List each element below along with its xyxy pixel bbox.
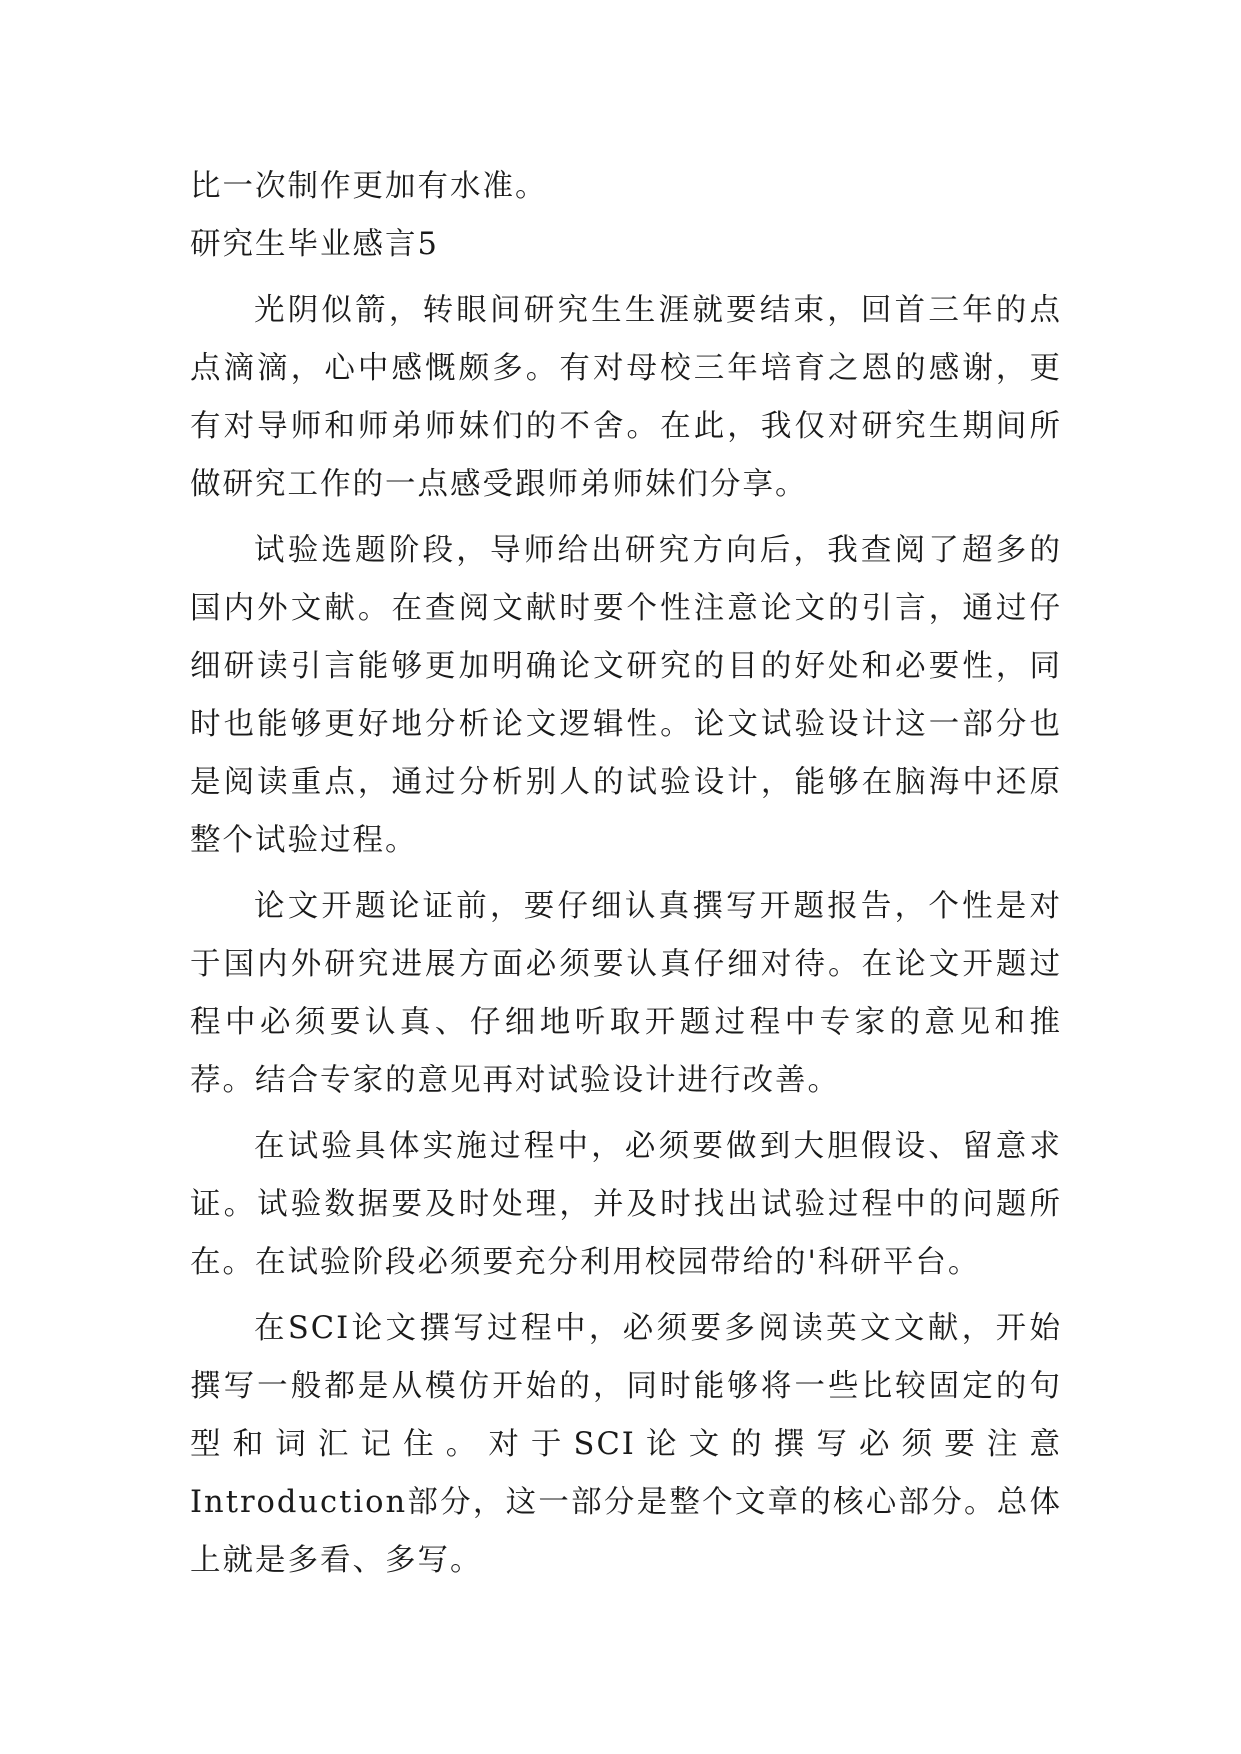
continuation-line: 比一次制作更加有水准。 <box>190 169 548 204</box>
paragraph-topic-selection: 试验选题阶段，导师给出研究方向后，我查阅了超多的国内外文献。在查阅文献时要个性注意论文的引言，通过仔细研读引言能够更加明确论文研究的目的好处和必要性，同时也能够更好地分析论文逻辑性。论文试验设计这一部分也是阅读重点，通过分析别人的试验设计，能够在脑海中还原整个试验过程。 <box>190 533 1062 858</box>
paragraph-intro: 光阴似箭，转眼间研究生生涯就要结束，回首三年的点点滴滴，心中感慨颇多。有对母校三年培育之恩的感谢，更有对导师和师弟师妹们的不舍。在此，我仅对研究生期间所做研究工作的一点感受跟师弟师妹们分享。 <box>190 293 1062 502</box>
document-body <box>190 158 1062 1590</box>
section-heading: 研究生毕业感言5 <box>190 227 439 262</box>
paragraph-experiment: 在试验具体实施过程中，必须要做到大胆假设、留意求证。试验数据要及时处理，并及时找出试验过程中的问题所在。在试验阶段必须要充分利用校园带给的'科研平台。 <box>190 1129 1062 1280</box>
paragraph-sci-writing: 在SCI论文撰写过程中，必须要多阅读英文文献，开始撰写一般都是从模仿开始的，同时能够将一些比较固定的句型和词汇记住。对于SCI论文的撰写必须要注意Introduction部分，这一部分是整个文章的核心部分。总体上就是多看、多写。 <box>190 1311 1062 1578</box>
paragraph-proposal: 论文开题论证前，要仔细认真撰写开题报告，个性是对于国内外研究进展方面必须要认真仔细对待。在论文开题过程中必须要认真、仔细地听取开题过程中专家的意见和推荐。结合专家的意见再对试验设计进行改善。 <box>190 889 1062 1098</box>
